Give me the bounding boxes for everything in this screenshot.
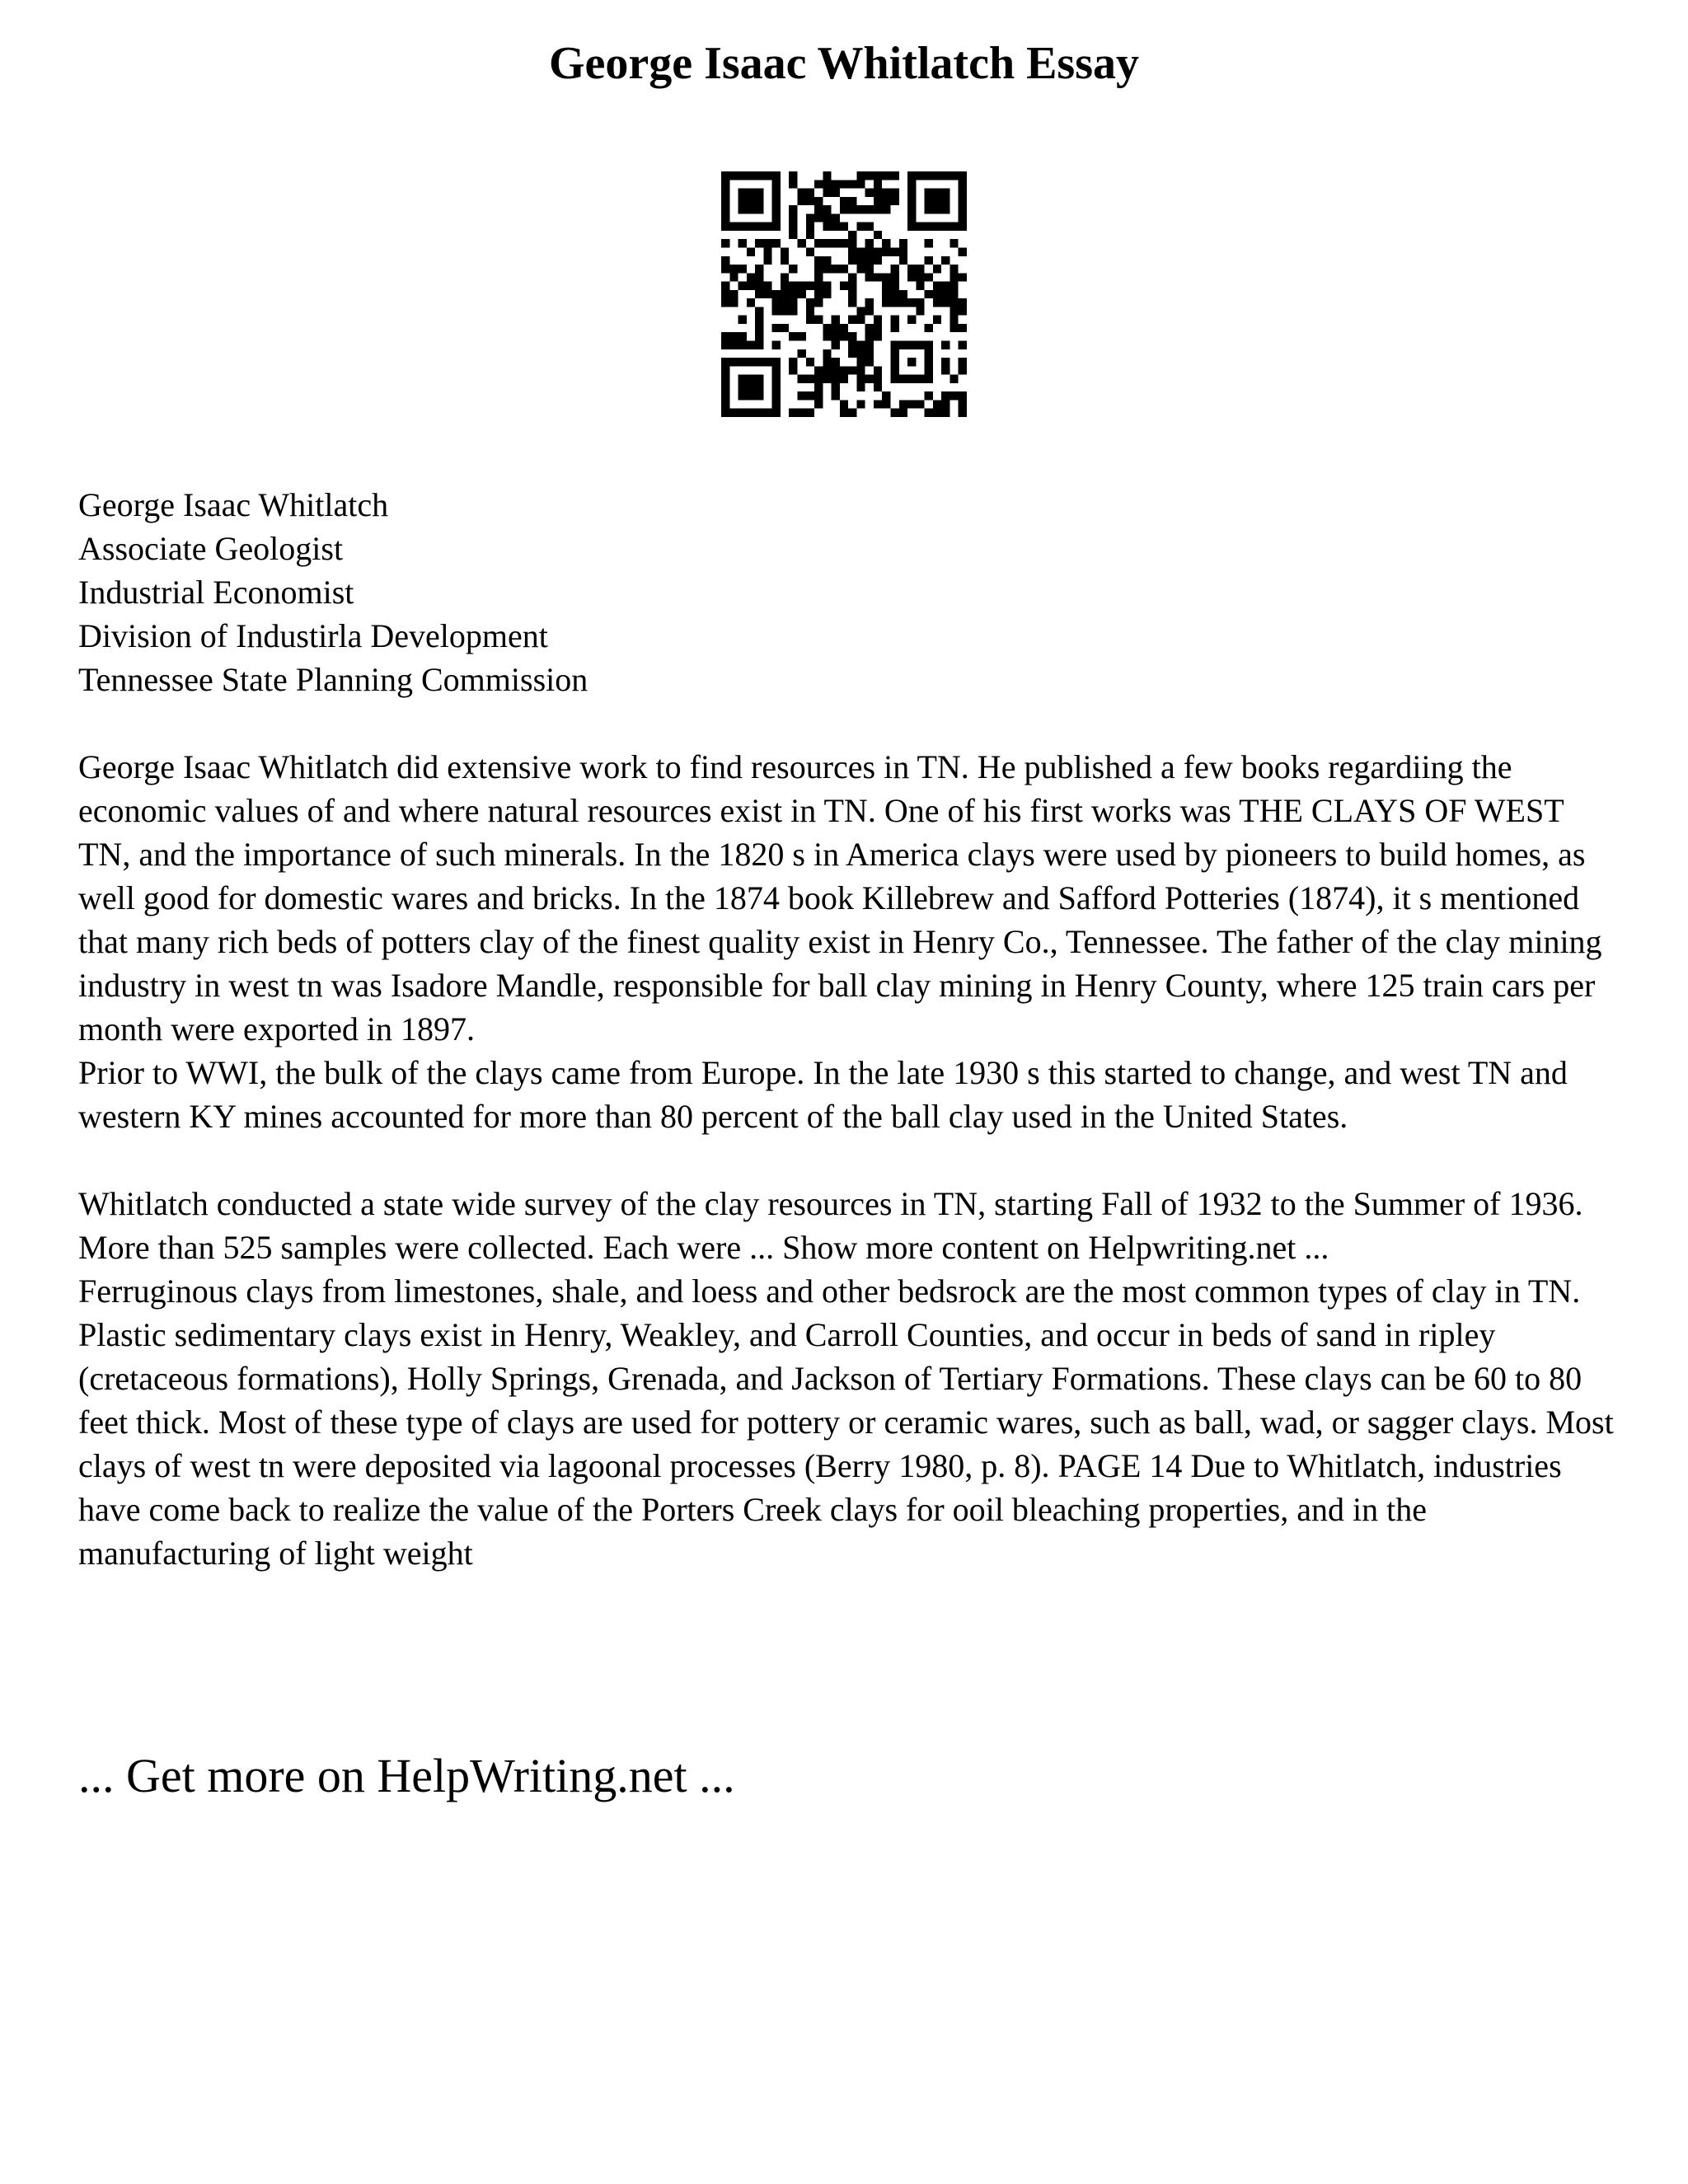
- essay-content: [78, 483, 1620, 1575]
- byline-role-economist: Industrial Economist: [78, 574, 354, 611]
- qr-code-icon: [721, 171, 967, 417]
- byline-division: Division of Industirla Development: [78, 617, 548, 654]
- get-more-link[interactable]: ... Get more on HelpWriting.net ...: [78, 1749, 735, 1802]
- body-paragraph-3: Whitlatch conducted a state wide survey of the clay resources in TN, starting Fall of 1932 to the Summer of 1936. More than 525 samples were collected. Each were ... Show more content on Helpwriting.net ...: [78, 1185, 1583, 1266]
- byline-name: George Isaac Whitlatch: [78, 486, 389, 523]
- byline-role-geologist: Associate Geologist: [78, 530, 344, 567]
- paragraph-spacer: [78, 1138, 1620, 1182]
- page-title: George Isaac Whitlatch Essay: [548, 38, 1140, 89]
- byline-commission: Tennessee State Planning Commission: [78, 661, 588, 698]
- body-paragraph-4: Ferruginous clays from limestones, shale, and loess and other bedsrock are the most common types of clay in TN. Plastic sedimentary clays exist in Henry, Weakley, and Carroll Counties, and occur in beds of sand in ripley (cretaceous formations), Holly Springs, Grenada, and Jackson of Tertiary Formations. These clays can be 60 to 80 feet thick. Most of these type of clays are used for pottery or ceramic wares, such as ball, wad, or sagger clays. Most clays of west tn were deposited via lagoonal processes (Berry 1980, p. 8). PAGE 14 Due to Whitlatch, industries have come back to realize the value of the Porters Creek clays for ooil bleaching properties, and in the manufacturing of light weight: [78, 1272, 1614, 1572]
- qr-code-graphic: [721, 171, 967, 417]
- body-paragraph-1: George Isaac Whitlatch did extensive work to find resources in TN. He published a few books regardiing the economic values of and where natural resources exist in TN. One of his first works was THE CLAYS OF WEST TN, and the importance of such minerals. In the 1820 s in America clays were used by pioneers to build homes, as well good for domestic wares and bricks. In the 1874 book Killebrew and Safford Potteries (1874), it s mentioned that many rich beds of potters clay of the finest quality exist in Henry Co., Tennessee. The father of the clay mining industry in west tn was Isadore Mandle, responsible for ball clay mining in Henry County, where 125 train cars per month were exported in 1897.: [78, 748, 1602, 1047]
- body-paragraph-2: Prior to WWI, the bulk of the clays came from Europe. In the late 1930 s this started to change, and west TN and western KY mines accounted for more than 80 percent of the ball clay used in the United States.: [78, 1054, 1568, 1135]
- author-byline: [78, 483, 1620, 701]
